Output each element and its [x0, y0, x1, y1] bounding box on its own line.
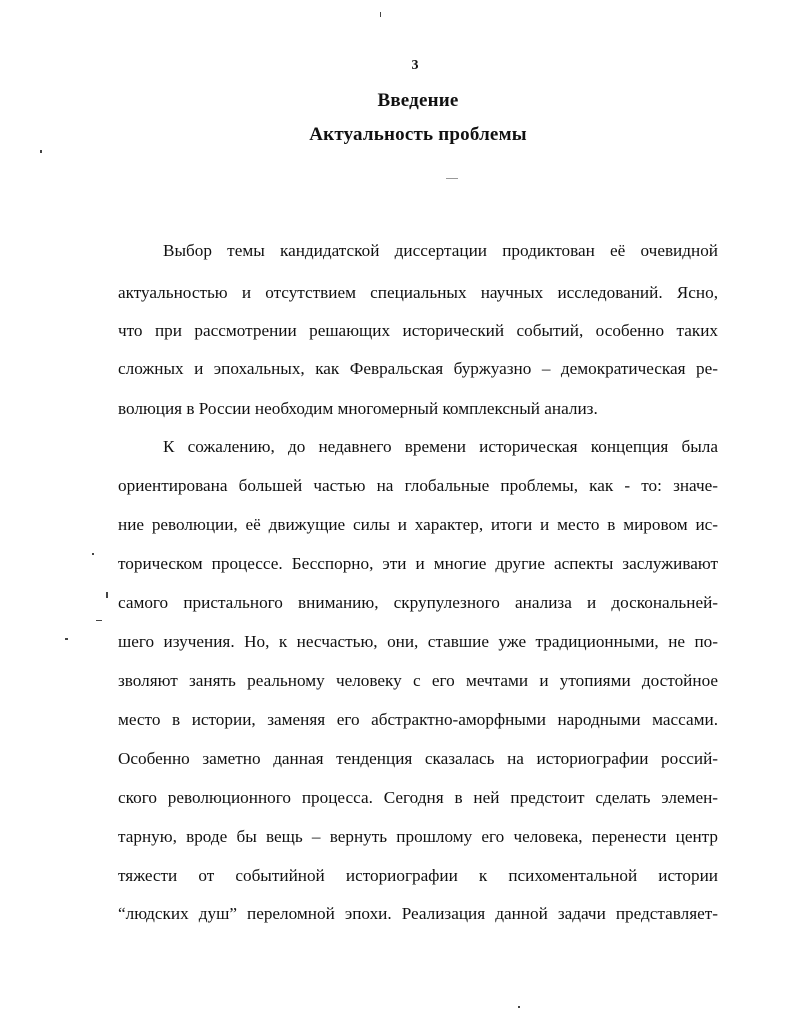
text-line: “людских душ” переломной эпохи. Реализация данной задачи представляет-	[118, 904, 718, 923]
text-line: Особенно заметно данная тенденция сказалась на историографии россий-	[118, 749, 718, 768]
text-line: зволяют занять реальному человеку с его мечтами и утопиями достойное	[118, 671, 718, 690]
text-line: тарную, вроде бы вещь – вернуть прошлому его человека, перенести центр	[118, 827, 718, 846]
text-line: самого пристального вниманию, скрупулезного анализа и доскональней-	[118, 593, 718, 612]
text-line: Выбор темы кандидатской диссертации продиктован её очевидной	[163, 241, 718, 260]
text-line: тяжести от событийной историографии к психоментальной истории	[118, 866, 718, 885]
page-subtitle: Актуальность проблемы	[309, 124, 527, 145]
text-line: ского революционного процесса. Сегодня в ней предстоит сделать элемен-	[118, 788, 718, 807]
text-line: что при рассмотрении решающих исторический событий, особенно таких	[118, 321, 718, 340]
text-line: волюция в России необходим многомерный комплексный анализ.	[118, 399, 598, 418]
text-line: место в истории, заменяя его абстрактно-аморфными народными массами.	[118, 710, 718, 729]
text-line: сложных и эпохальных, как Февральская буржуазно – демократическая ре-	[118, 359, 718, 378]
text-line: ние революции, её движущие силы и характер, итоги и место в мировом ис-	[118, 515, 718, 534]
text-line: торическом процессе. Бесспорно, эти и многие другие аспекты заслуживают	[118, 554, 718, 573]
text-line: актуальностью и отсутствием специальных научных исследований. Ясно,	[118, 283, 718, 302]
page-title: Введение	[377, 90, 459, 111]
text-line: К сожалению, до недавнего времени историческая концепция была	[163, 437, 718, 456]
page-number: 3	[411, 58, 419, 73]
text-line: шего изучения. Но, к несчастью, они, ставшие уже традиционными, не по-	[118, 632, 718, 651]
text-line: ориентирована большей частью на глобальные проблемы, как - то: значе-	[118, 476, 718, 495]
